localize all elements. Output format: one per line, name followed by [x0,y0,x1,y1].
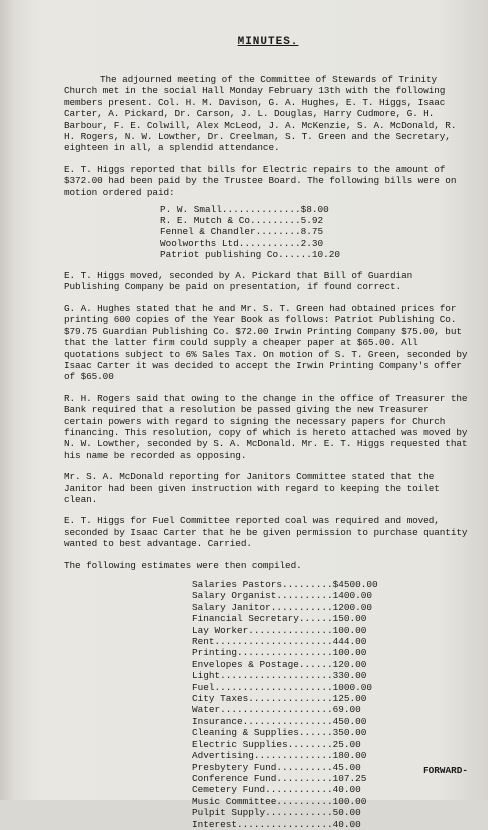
estimate-row [192,602,472,613]
paragraph-guardian-motion: E. T. Higgs moved, seconded by A. Pickard that Bill of Guardian Publishing Company be paid on presentation, if found correct. [64,270,418,293]
bill-label: Patriot publishing Co...... [160,248,312,260]
estimate-amount: 444.00 [332,636,367,648]
estimate-amount: 1400.00 [332,590,373,602]
estimate-amount: 69.00 [332,704,361,716]
estimate-label: Pulpit Supply............ [192,807,333,819]
bills-list [160,204,472,260]
estimate-amount: 100.00 [332,624,367,636]
estimate-row [192,659,472,670]
estimate-label: Conference Fund.......... [192,772,333,784]
paragraph-attendance: The adjourned meeting of the Committee of Stewards of Trinity Church met in the social Hall Monday February 13th with the following members present. Col. H. M. Davison, G. A. Hughes, E. T. Higgs, Isaac Carter, A. Pickard, Dr. Carson, J. L. Douglas, Harry Cudmore, G. H. Barbour, F. E. Colwill, Alex McLeod, J. A. McKenzie, S. A. McDonald, R. H. Rogers, N. W. Lowther, Dr. Creelman, S. T. Green and the Secretary, eighteen in all, a splendid attendance. [64,74,462,154]
estimate-row [192,704,472,715]
paragraph-fuel: E. T. Higgs for Fuel Committee reported coal was required and moved, seconded by Isaac Carter that he be given permission to purchase quantity wanted to best advantage. Carried. [64,515,473,550]
estimate-label: Presbytery Fund.......... [192,761,333,773]
estimate-row [192,819,472,830]
estimate-amount: 125.00 [332,693,367,705]
estimate-row [192,796,472,807]
estimates-list [192,579,472,830]
estimate-amount: 1200.00 [332,601,373,613]
estimate-label: Advertising.............. [192,750,333,762]
estimate-amount: 1000.00 [332,681,373,693]
estimate-row [192,579,472,590]
estimate-amount: 100.00 [332,795,367,807]
estimate-row [192,590,472,601]
estimate-row [192,636,472,647]
estimate-label: Printing................. [192,647,333,659]
estimate-row [192,784,472,795]
estimate-label: Fuel..................... [192,681,333,693]
bill-row [160,249,472,260]
estimate-amount: 330.00 [332,670,367,682]
bill-label: R. E. Mutch & Co......... [160,215,301,227]
estimate-row [192,716,472,727]
estimate-row [192,625,472,636]
estimate-amount: 40.00 [332,818,361,830]
estimate-row [192,727,472,738]
estimate-label: Electric Supplies........ [192,738,333,750]
page-title: MINUTES. [237,36,299,48]
bill-label: Woolworths Ltd........... [160,237,301,249]
bill-amount: 8.75 [300,226,324,238]
paragraph-treasurer: R. H. Rogers said that owing to the change in the office of Treasurer the Bank required that a resolution be passed giving the new Treasurer certain powers with regard to signing the necessary papers for Church financing. This resolution, copy of which is hereto attached was moved by N. W. Lowther, seconded by S. A. McDonald. Mr. E. T. Higgs requested that his name be recorded as opposing. [64,392,473,461]
estimate-amount: 180.00 [332,750,367,762]
estimate-amount: $4500.00 [332,579,378,591]
estimate-amount: 45.00 [332,761,361,773]
estimate-label: Lay Worker............... [192,624,333,636]
estimate-label: Water.................... [192,704,333,716]
bill-amount: 5.92 [300,215,324,227]
bill-row [160,226,472,237]
estimate-label: Cemetery Fund............ [192,784,333,796]
estimate-label: Salary Janitor........... [192,601,333,613]
estimate-row [192,807,472,818]
estimate-amount: 450.00 [332,715,367,727]
paragraph-electric-bills: E. T. Higgs reported that bills for Electric repairs to the amount of $372.00 had been paid by the Trustee Board. The following bills were on motion ordered paid: [64,163,462,198]
paragraph-estimates-intro: The following estimates were then compiled. [64,559,302,571]
bill-label: Fennel & Chandler........ [160,226,301,238]
paragraph-year-book: G. A. Hughes stated that he and Mr. S. T. Green had obtained prices for printing 600 copies of the Year Book as follows: Patriot Publishing Co. $79.75 Guardian Publishing Co. $72.00 Irwin Printing Company $75.00, but that the latter firm could supply a cheaper paper at $65.00. All quotations subject to 6% Sales Tax. On motion of S. T. Green, seconded by Isaac Carter it was decided to accept the Irwin Printing Company's offer of $65.00 [64,302,473,383]
bill-amount: $8.00 [300,204,329,216]
estimate-row [192,670,472,681]
estimate-amount: 120.00 [332,658,367,670]
estimate-label: Rent..................... [192,636,333,648]
estimate-label: Financial Secretary...... [192,613,333,625]
estimate-label: Light.................... [192,670,333,682]
estimate-row [192,693,472,704]
bill-row [160,204,472,215]
bill-label: P. W. Small.............. [160,204,301,216]
estimate-label: Salaries Pastors......... [192,579,333,591]
estimate-row [192,682,472,693]
estimate-row [192,739,472,750]
estimate-row [192,647,472,658]
estimate-label: Music Committee.......... [192,795,333,807]
estimate-row [192,750,472,761]
estimate-label: Cleaning & Supplies...... [192,727,333,739]
estimate-amount: 150.00 [332,613,367,625]
estimate-label: Insurance................ [192,715,333,727]
forward-label: FORWARD- [422,765,468,776]
bill-row [160,238,472,249]
bill-amount: 10.20 [311,248,341,260]
bill-amount: 2.30 [300,237,324,249]
estimate-label: Interest................. [192,818,333,830]
estimate-amount: 100.00 [332,647,367,659]
paragraph-janitor: Mr. S. A. McDonald reporting for Janitors Committee stated that the Janitor had been given instruction with regard to keeping the toilet clean. [64,471,446,505]
bill-row [160,215,472,226]
estimate-label: Envelopes & Postage...... [192,658,333,670]
estimate-row [192,613,472,624]
estimate-amount: 350.00 [332,727,367,739]
estimate-amount: 107.25 [332,772,367,784]
estimate-amount: 25.00 [332,738,361,750]
estimate-amount: 40.00 [332,784,361,796]
estimate-label: City Taxes............... [192,693,333,705]
estimate-amount: 50.00 [332,807,361,819]
estimate-label: Salary Organist.......... [192,590,333,602]
